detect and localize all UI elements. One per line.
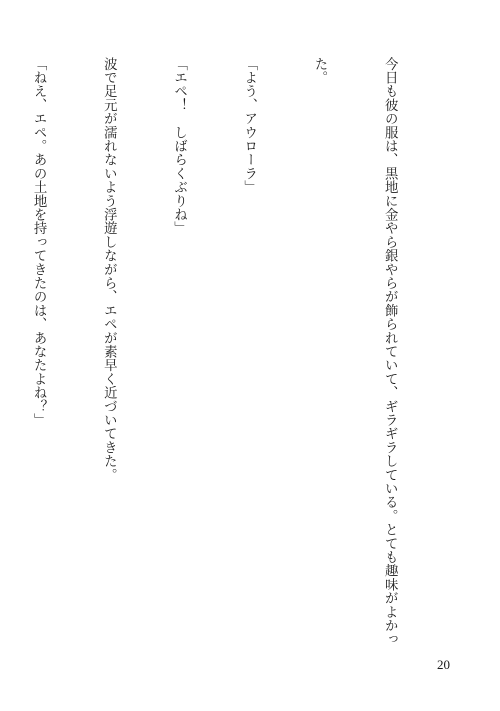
text-line: 「エペ！ しばらくぶりね」 <box>171 57 187 236</box>
text-line: 波で足元が濡れないよう浮遊しながら、エペが素早く近づいてきた。 <box>101 57 117 482</box>
text-line: た。 <box>311 57 327 85</box>
body-text <box>0 57 448 657</box>
page-number: 20 <box>437 657 450 672</box>
text-line: 「ねえ、エペ。あの土地を持ってきたのは、あなたよね？」 <box>31 57 47 427</box>
text-line: 「よう、アウローラ」 <box>241 57 257 194</box>
text-line: 今日も彼の服は、黒地に金やら銀やらが飾られていて、ギラギラしている。とても趣味がよかっ <box>382 57 398 647</box>
